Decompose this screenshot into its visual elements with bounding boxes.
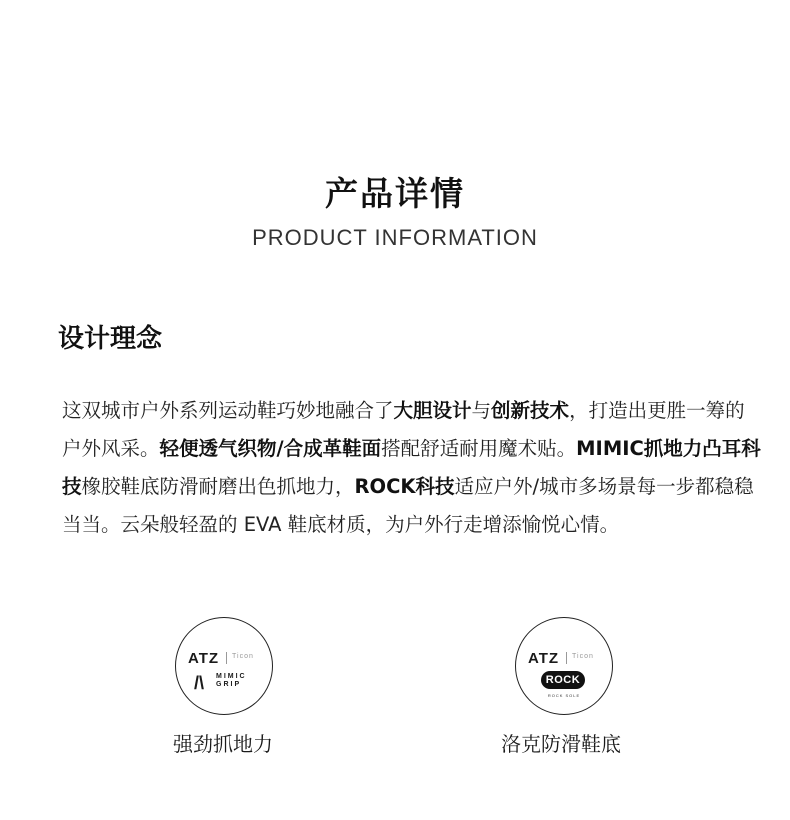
description-text: 搭配舒适耐用魔术贴。 bbox=[381, 437, 577, 460]
description-text: 适应户外/城市多场景每一步都稳稳当当。云朵般轻盈的 EVA 鞋底材质，为户外行走增添愉悦心情。 bbox=[62, 475, 754, 536]
badge-small-brand: Ticon bbox=[572, 653, 594, 660]
description-highlight: 轻便透气织物/合成革鞋面 bbox=[159, 437, 382, 460]
badge-divider bbox=[226, 652, 227, 664]
description-text: ，打造出更胜一筹的户外风采。 bbox=[62, 399, 745, 460]
description-highlight: 创新技术 bbox=[491, 399, 570, 422]
mimic-grip-logo: MIMIC GRIP bbox=[216, 673, 247, 688]
page-subtitle: PRODUCT INFORMATION bbox=[252, 225, 538, 250]
feature-caption: 洛克防滑鞋底 bbox=[501, 732, 621, 756]
description-paragraph bbox=[62, 392, 762, 544]
description-text: 这双城市户外系列运动鞋巧妙地融合了 bbox=[62, 399, 394, 422]
rock-sub-text: ROCK SOLE bbox=[547, 693, 581, 698]
description-text: 与 bbox=[471, 399, 492, 422]
mimic-logo-icon: /\ bbox=[194, 673, 205, 693]
atz-logo: ATZ bbox=[528, 650, 560, 667]
rock-logo: ROCK bbox=[541, 671, 585, 689]
description-highlight: 大胆设计 bbox=[393, 399, 472, 422]
description-text: 橡胶鞋底防滑耐磨出色抓地力， bbox=[81, 475, 355, 498]
description-highlight: ROCK科技 bbox=[354, 475, 455, 498]
description-highlight: MIMIC抓地力凸耳科技 bbox=[62, 437, 761, 498]
rock-sole-badge bbox=[515, 617, 613, 715]
page-title: 产品详情 bbox=[325, 174, 465, 213]
section-heading: 设计理念 bbox=[58, 324, 163, 354]
mimic-grip-badge bbox=[175, 617, 273, 715]
atz-logo: ATZ bbox=[188, 650, 220, 667]
feature-caption: 强劲抓地力 bbox=[173, 732, 273, 756]
badge-divider bbox=[566, 652, 567, 664]
header bbox=[0, 168, 790, 251]
badge-small-brand: Ticon bbox=[232, 653, 254, 660]
